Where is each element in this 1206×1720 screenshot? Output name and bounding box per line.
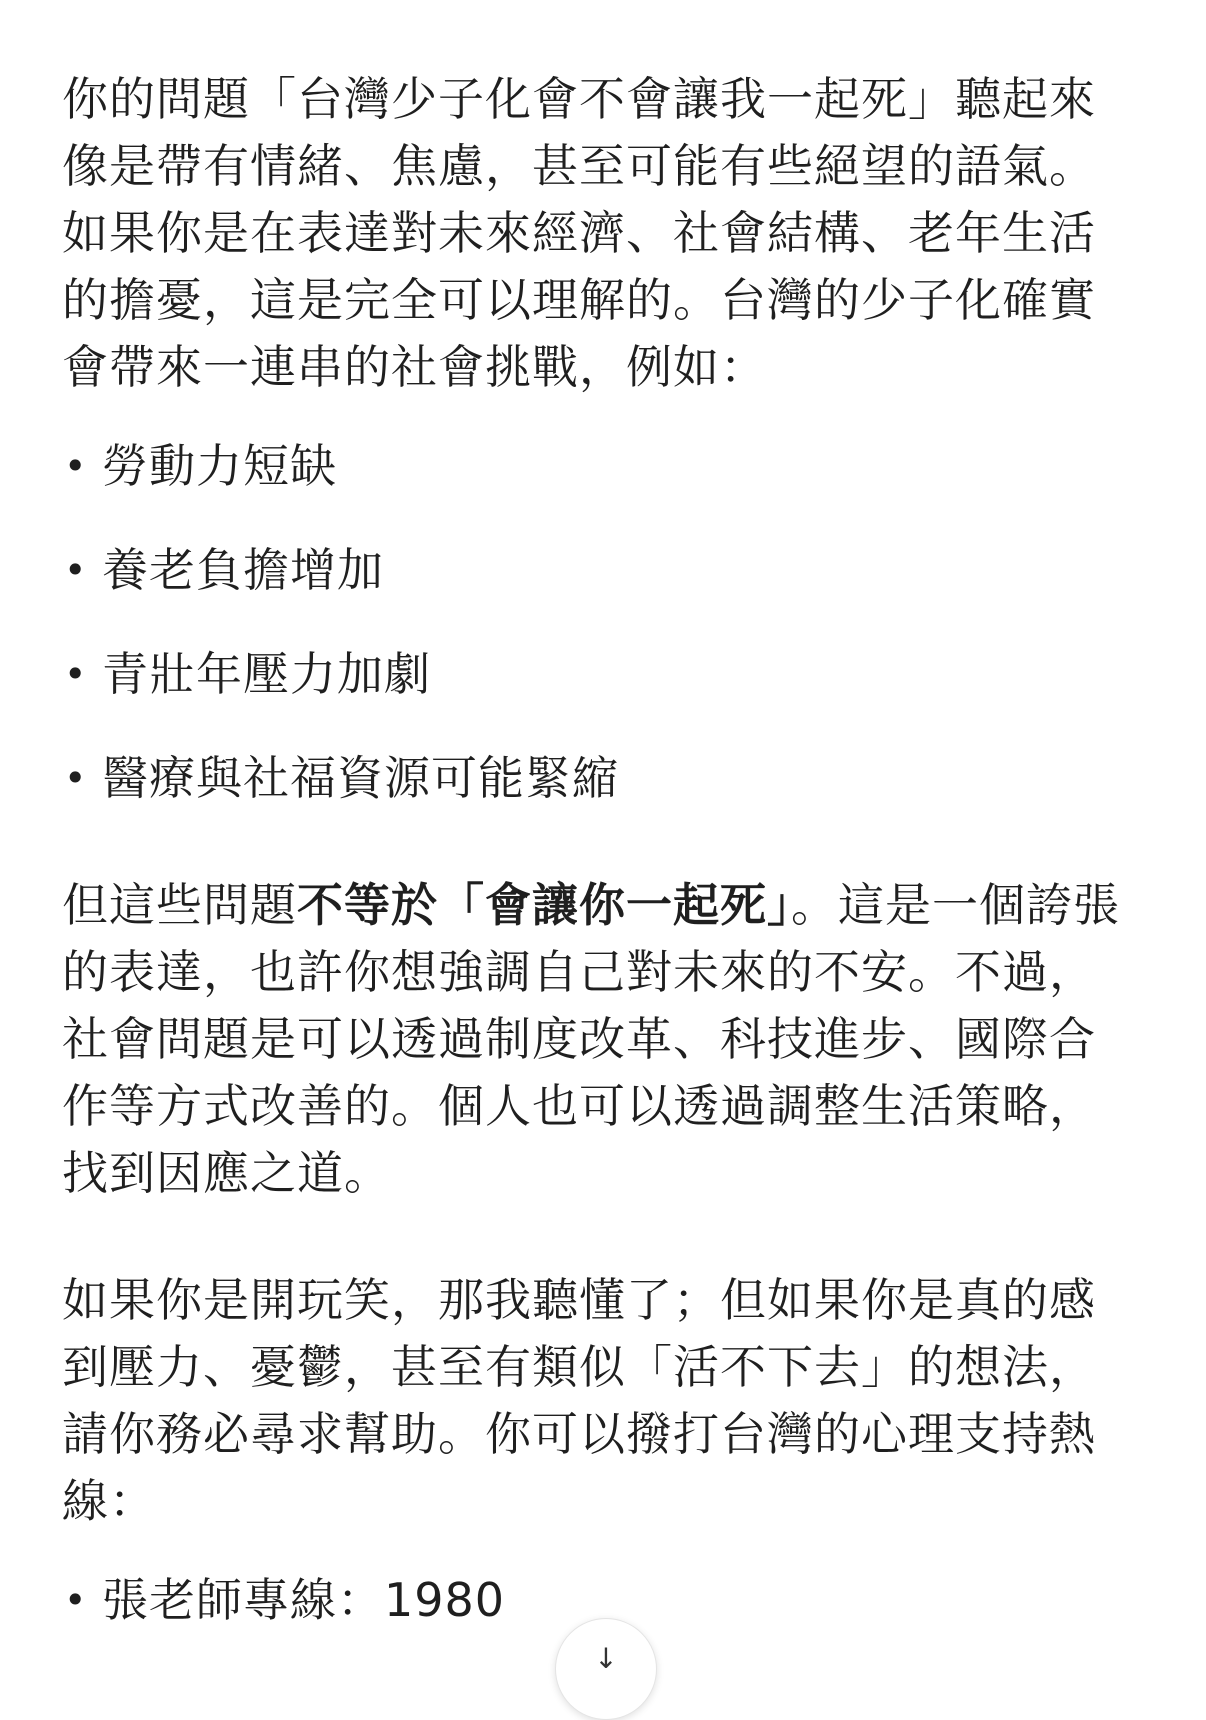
arrow-down-icon: ↓	[594, 1642, 618, 1675]
bullet-icon: •	[64, 548, 88, 592]
bullet-icon: •	[64, 1578, 88, 1622]
bullet-icon: •	[64, 444, 88, 488]
clarification-paragraph: 但這些問題不等於「會讓你一起死」。這是一個誇張的表達，也許你想強調自己對未來的不安。不過，社會問題是可以透過制度改革、科技進步、國際合作等方式改善的。個人也可以透過調整生活策略，找到因應之道。	[62, 878, 1120, 1200]
bullet-icon: •	[64, 756, 88, 800]
list-item: • 養老負擔增加	[62, 537, 1142, 604]
scroll-to-bottom-button[interactable]	[555, 1618, 657, 1720]
bullet-icon: •	[64, 652, 88, 696]
challenges-list	[62, 433, 1142, 812]
list-item: • 青壯年壓力加劇	[62, 641, 1142, 708]
emphasis-text: 不等於「會讓你一起死」	[297, 878, 791, 932]
list-item: • 醫療與社福資源可能緊縮	[62, 745, 1142, 812]
support-paragraph: 如果你是開玩笑，那我聽懂了；但如果你是真的感到壓力、憂鬱，甚至有類似「活不下去」的想法，請你務必尋求幫助。你可以撥打台灣的心理支持熱線：	[62, 1273, 1096, 1528]
list-item: • 張老師專線：1980	[62, 1567, 1142, 1634]
list-item: • 勞動力短缺	[62, 433, 1142, 500]
assistant-message	[62, 66, 1142, 1634]
intro-paragraph: 你的問題「台灣少子化會不會讓我一起死」聽起來像是帶有情緒、焦慮，甚至可能有些絕望的語氣。如果你是在表達對未來經濟、社會結構、老年生活的擔憂，這是完全可以理解的。台灣的少子化確實會帶來一連串的社會挑戰，例如：	[62, 72, 1096, 394]
